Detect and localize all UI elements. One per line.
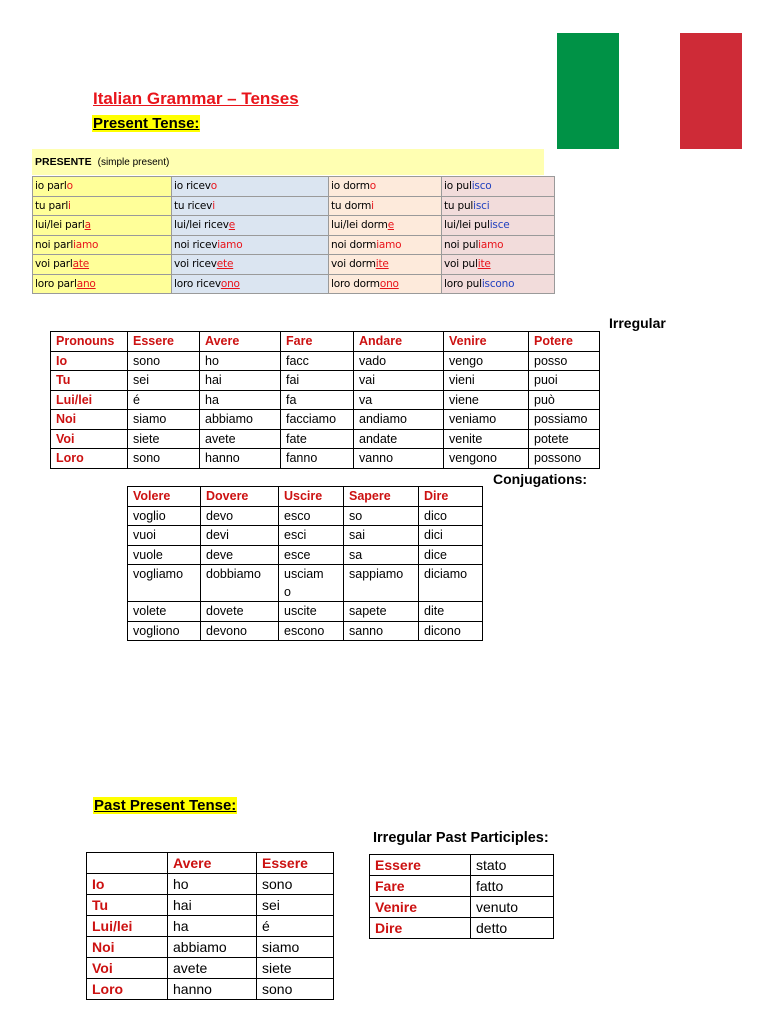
verb-stem: tu parl bbox=[35, 199, 69, 212]
table-cell: sei bbox=[128, 371, 200, 391]
table-cell: vanno bbox=[354, 449, 444, 469]
table-cell: fatto bbox=[471, 876, 554, 897]
table-cell: va bbox=[354, 390, 444, 410]
column-header: Uscire bbox=[279, 487, 344, 507]
verb-stem: lui/lei parl bbox=[35, 219, 85, 232]
table-cell: andate bbox=[354, 429, 444, 449]
verb-stem: loro dorm bbox=[331, 277, 380, 290]
flag-white-stripe bbox=[619, 33, 681, 149]
presente-row bbox=[33, 196, 555, 216]
presente-row bbox=[33, 274, 555, 294]
table-cell: volete bbox=[128, 602, 201, 622]
table-cell: detto bbox=[471, 918, 554, 939]
row-header: Dire bbox=[370, 918, 471, 939]
row-header: Lui/lei bbox=[51, 390, 128, 410]
table-cell: vengo bbox=[444, 351, 529, 371]
presente-grid bbox=[32, 176, 555, 294]
column-header: Dovere bbox=[201, 487, 279, 507]
row-header: Lui/lei bbox=[87, 916, 168, 937]
table-row bbox=[87, 916, 334, 937]
row-header: Io bbox=[51, 351, 128, 371]
table-cell: hai bbox=[168, 895, 257, 916]
verb-stem: tu ricev bbox=[174, 199, 213, 212]
presente-cell bbox=[329, 177, 442, 197]
verb-stem: lui/lei pul bbox=[444, 219, 490, 232]
column-header: Essere bbox=[128, 332, 200, 352]
table-cell: sei bbox=[257, 895, 334, 916]
table-cell: é bbox=[128, 390, 200, 410]
presente-row bbox=[33, 255, 555, 275]
column-header: Volere bbox=[128, 487, 201, 507]
presente-row bbox=[33, 216, 555, 236]
table-cell: sanno bbox=[344, 621, 419, 641]
row-header: Essere bbox=[370, 855, 471, 876]
table-cell: sappiamo bbox=[344, 565, 419, 602]
table-cell: sono bbox=[128, 351, 200, 371]
column-header: Avere bbox=[168, 853, 257, 874]
table-cell: dico bbox=[419, 506, 483, 526]
table-cell: possono bbox=[529, 449, 600, 469]
table-row bbox=[128, 545, 483, 565]
row-header: Noi bbox=[87, 937, 168, 958]
table-cell: hanno bbox=[168, 979, 257, 1000]
column-header: Sapere bbox=[344, 487, 419, 507]
verb-ending: isce bbox=[489, 219, 510, 232]
table-row bbox=[370, 855, 554, 876]
verb-stem: loro parl bbox=[35, 277, 77, 290]
verb-stem: voi parl bbox=[35, 258, 73, 271]
verb-ending: i bbox=[212, 199, 215, 212]
verb-stem: noi ricev bbox=[174, 238, 218, 251]
verb-ending: o bbox=[66, 180, 73, 193]
table-cell: andiamo bbox=[354, 410, 444, 430]
verb-ending: i bbox=[371, 199, 374, 212]
table-cell: stato bbox=[471, 855, 554, 876]
table-row bbox=[87, 979, 334, 1000]
table-cell: uscite bbox=[279, 602, 344, 622]
table-cell: può bbox=[529, 390, 600, 410]
table-cell: ho bbox=[168, 874, 257, 895]
verb-stem: io dorm bbox=[331, 180, 370, 193]
verb-ending: ono bbox=[379, 277, 399, 290]
table-cell: esce bbox=[279, 545, 344, 565]
verb-stem: noi dorm bbox=[331, 238, 377, 251]
verb-stem: tu dorm bbox=[331, 199, 372, 212]
presente-cell bbox=[172, 274, 329, 294]
table-cell: dobbiamo bbox=[201, 565, 279, 602]
presente-row bbox=[33, 235, 555, 255]
table-cell: siamo bbox=[257, 937, 334, 958]
verb-ending: iamo bbox=[73, 238, 99, 251]
presente-cell bbox=[442, 216, 555, 236]
table-cell: fai bbox=[281, 371, 354, 391]
table-cell: sono bbox=[128, 449, 200, 469]
verb-ending: isco bbox=[471, 180, 492, 193]
table-cell: dite bbox=[419, 602, 483, 622]
table-cell: possiamo bbox=[529, 410, 600, 430]
table-cell: so bbox=[344, 506, 419, 526]
table-cell: siamo bbox=[128, 410, 200, 430]
verb-ending: ete bbox=[216, 258, 234, 271]
table-row bbox=[51, 390, 600, 410]
row-header: Voi bbox=[87, 958, 168, 979]
table-cell: siete bbox=[257, 958, 334, 979]
table-row bbox=[51, 410, 600, 430]
past-present-table bbox=[86, 852, 334, 1000]
verb-ending: e bbox=[387, 219, 394, 232]
table-cell: deve bbox=[201, 545, 279, 565]
table-row bbox=[128, 506, 483, 526]
presente-cell bbox=[33, 177, 172, 197]
presente-cell bbox=[172, 235, 329, 255]
column-header: Dire bbox=[419, 487, 483, 507]
verb-stem: loro pul bbox=[444, 277, 482, 290]
presente-cell bbox=[172, 196, 329, 216]
column-header: Fare bbox=[281, 332, 354, 352]
irregular-label: Irregular bbox=[609, 315, 666, 331]
presente-header-subtitle: (simple present) bbox=[97, 157, 170, 168]
verb-stem: io ricev bbox=[174, 180, 211, 193]
table-cell: devono bbox=[201, 621, 279, 641]
table-cell: voglio bbox=[128, 506, 201, 526]
presente-cell bbox=[33, 255, 172, 275]
conjugations-label: Conjugations: bbox=[493, 471, 588, 487]
table-row bbox=[128, 526, 483, 546]
presente-cell bbox=[329, 255, 442, 275]
table-row bbox=[87, 937, 334, 958]
present-tense-heading: Present Tense: bbox=[93, 115, 200, 132]
table-row bbox=[370, 918, 554, 939]
presente-cell bbox=[33, 235, 172, 255]
irregular-past-participles-table bbox=[369, 854, 554, 939]
table-header-row bbox=[87, 853, 334, 874]
table-cell: posso bbox=[529, 351, 600, 371]
table-cell: sono bbox=[257, 979, 334, 1000]
verb-ending: i bbox=[68, 199, 71, 212]
table-cell: fanno bbox=[281, 449, 354, 469]
row-header: Noi bbox=[51, 410, 128, 430]
verb-ending: iscono bbox=[481, 277, 515, 290]
presente-cell bbox=[329, 235, 442, 255]
verb-stem: loro ricev bbox=[174, 277, 221, 290]
presente-cell bbox=[329, 216, 442, 236]
table-row bbox=[51, 429, 600, 449]
table-header-row bbox=[51, 332, 600, 352]
table-cell: siete bbox=[128, 429, 200, 449]
table-cell: fate bbox=[281, 429, 354, 449]
page-title: Italian Grammar – Tenses bbox=[93, 89, 299, 108]
table-cell: viene bbox=[444, 390, 529, 410]
row-header: Fare bbox=[370, 876, 471, 897]
flag-red-stripe bbox=[680, 33, 742, 149]
table-row bbox=[51, 371, 600, 391]
table-cell: vuoi bbox=[128, 526, 201, 546]
verb-stem: io parl bbox=[35, 180, 67, 193]
column-header: Potere bbox=[529, 332, 600, 352]
table-row bbox=[370, 876, 554, 897]
table-cell: esco bbox=[279, 506, 344, 526]
table-cell: dice bbox=[419, 545, 483, 565]
table-row bbox=[128, 621, 483, 641]
verb-ending: e bbox=[228, 219, 236, 232]
presente-cell bbox=[442, 177, 555, 197]
table-row bbox=[87, 895, 334, 916]
table-row bbox=[128, 602, 483, 622]
table-cell: sapete bbox=[344, 602, 419, 622]
row-header: Io bbox=[87, 874, 168, 895]
table-cell: potete bbox=[529, 429, 600, 449]
row-header: Tu bbox=[87, 895, 168, 916]
row-header: Loro bbox=[51, 449, 128, 469]
column-header bbox=[87, 853, 168, 874]
presente-row bbox=[33, 177, 555, 197]
table-cell: escono bbox=[279, 621, 344, 641]
italian-flag bbox=[557, 33, 742, 149]
table-cell: ha bbox=[168, 916, 257, 937]
verb-stem: noi pul bbox=[444, 238, 479, 251]
table-cell: hanno bbox=[200, 449, 281, 469]
table-cell: vogliamo bbox=[128, 565, 201, 602]
table-cell: avete bbox=[200, 429, 281, 449]
column-header: Andare bbox=[354, 332, 444, 352]
table-row bbox=[87, 874, 334, 895]
table-cell: abbiamo bbox=[168, 937, 257, 958]
verb-ending: o bbox=[369, 180, 376, 193]
presente-cell bbox=[172, 177, 329, 197]
column-header: Venire bbox=[444, 332, 529, 352]
table-cell: facc bbox=[281, 351, 354, 371]
table-cell: abbiamo bbox=[200, 410, 281, 430]
table-cell: vai bbox=[354, 371, 444, 391]
verb-stem: voi pul bbox=[444, 258, 478, 271]
verb-ending: isci bbox=[473, 199, 490, 212]
irregular-verbs-table bbox=[50, 331, 600, 469]
presente-cell bbox=[442, 235, 555, 255]
table-cell: é bbox=[257, 916, 334, 937]
verb-ending: ite bbox=[477, 258, 491, 271]
table-cell: hai bbox=[200, 371, 281, 391]
table-cell: puoi bbox=[529, 371, 600, 391]
table-cell: vado bbox=[354, 351, 444, 371]
irregular-past-participles-label: Irregular Past Participles: bbox=[373, 830, 549, 846]
table-cell: vieni bbox=[444, 371, 529, 391]
conjugations-table bbox=[127, 486, 483, 641]
presente-cell bbox=[329, 196, 442, 216]
verb-ending: o bbox=[210, 180, 217, 193]
table-cell: vengono bbox=[444, 449, 529, 469]
presente-cell bbox=[33, 196, 172, 216]
presente-header-title: PRESENTE bbox=[35, 156, 92, 168]
presente-header bbox=[32, 149, 544, 175]
table-cell: dovete bbox=[201, 602, 279, 622]
row-header: Tu bbox=[51, 371, 128, 391]
table-cell: diciamo bbox=[419, 565, 483, 602]
verb-stem: io pul bbox=[444, 180, 472, 193]
table-row bbox=[370, 897, 554, 918]
verb-stem: lui/lei ricev bbox=[174, 219, 229, 232]
presente-cell bbox=[172, 216, 329, 236]
table-cell: venite bbox=[444, 429, 529, 449]
table-row bbox=[51, 449, 600, 469]
table-cell: ho bbox=[200, 351, 281, 371]
table-row bbox=[128, 565, 483, 602]
table-cell: sono bbox=[257, 874, 334, 895]
table-cell: devo bbox=[201, 506, 279, 526]
verb-ending: iamo bbox=[478, 238, 504, 251]
table-row bbox=[87, 958, 334, 979]
verb-ending: ono bbox=[220, 277, 240, 290]
presente-cell bbox=[33, 216, 172, 236]
row-header: Loro bbox=[87, 979, 168, 1000]
presente-cell bbox=[442, 196, 555, 216]
table-cell: vuole bbox=[128, 545, 201, 565]
table-cell: veniamo bbox=[444, 410, 529, 430]
verb-stem: voi ricev bbox=[174, 258, 217, 271]
row-header: Venire bbox=[370, 897, 471, 918]
table-cell: facciamo bbox=[281, 410, 354, 430]
verb-stem: noi parl bbox=[35, 238, 74, 251]
verb-stem: tu pul bbox=[444, 199, 474, 212]
presente-table bbox=[32, 149, 544, 299]
presente-cell bbox=[172, 255, 329, 275]
table-cell: esci bbox=[279, 526, 344, 546]
verb-stem: lui/lei dorm bbox=[331, 219, 388, 232]
table-header-row bbox=[128, 487, 483, 507]
verb-ending: iamo bbox=[217, 238, 243, 251]
presente-cell bbox=[442, 255, 555, 275]
table-cell: vogliono bbox=[128, 621, 201, 641]
table-row bbox=[51, 351, 600, 371]
table-cell: venuto bbox=[471, 897, 554, 918]
verb-ending: a bbox=[84, 219, 91, 232]
verb-ending: ite bbox=[375, 258, 389, 271]
verb-stem: voi dorm bbox=[331, 258, 376, 271]
column-header: Essere bbox=[257, 853, 334, 874]
table-cell: devi bbox=[201, 526, 279, 546]
past-present-tense-heading: Past Present Tense: bbox=[94, 797, 237, 814]
table-cell: sa bbox=[344, 545, 419, 565]
table-cell: usciam o bbox=[279, 565, 344, 602]
table-cell: avete bbox=[168, 958, 257, 979]
presente-cell bbox=[329, 274, 442, 294]
column-header: Pronouns bbox=[51, 332, 128, 352]
table-cell: sai bbox=[344, 526, 419, 546]
row-header: Voi bbox=[51, 429, 128, 449]
presente-cell bbox=[33, 274, 172, 294]
presente-cell bbox=[442, 274, 555, 294]
table-cell: dicono bbox=[419, 621, 483, 641]
verb-ending: iamo bbox=[376, 238, 402, 251]
flag-green-stripe bbox=[557, 33, 619, 149]
verb-ending: ate bbox=[72, 258, 90, 271]
table-cell: ha bbox=[200, 390, 281, 410]
table-cell: dici bbox=[419, 526, 483, 546]
verb-ending: ano bbox=[76, 277, 96, 290]
table-cell: fa bbox=[281, 390, 354, 410]
column-header: Avere bbox=[200, 332, 281, 352]
